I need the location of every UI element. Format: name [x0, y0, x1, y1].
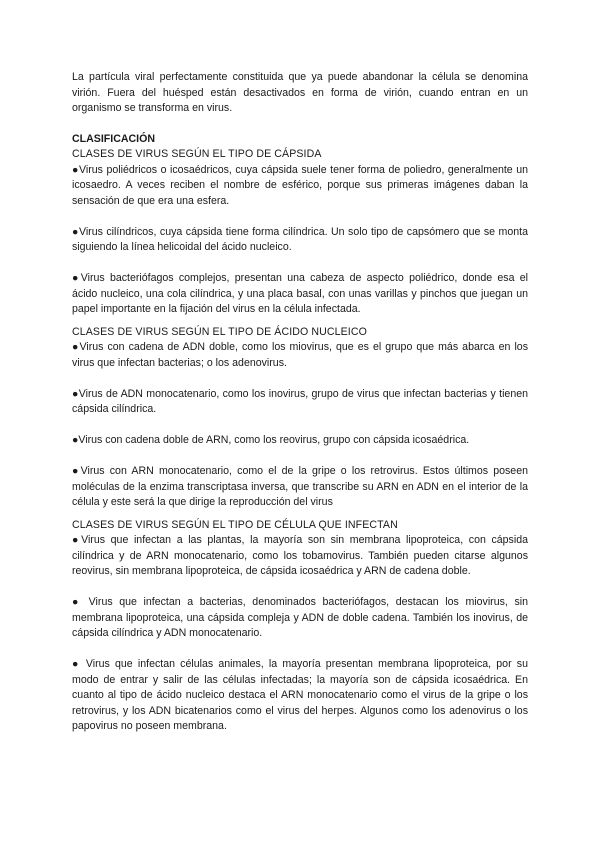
list-item: ●Virus cilíndricos, cuya cápsida tiene forma cilíndrica. Un solo tipo de capsómero que se monta siguiendo la línea helicoidal del ácido nucleico.: [72, 225, 528, 253]
list-item: ●Virus con ARN monocatenario, como el de la gripe o los retrovirus. Estos últimos poseen moléculas de la enzima transcriptasa inversa, que transcribe su ARN en ADN en el interior de la célula y este será la que dirige la reproducción del virus: [72, 465, 528, 508]
list-item: ●Virus bacteriófagos complejos, presentan una cabeza de aspecto poliédrico, donde esa el ácido nucleico, una cola cilíndrica, y una placa basal, con unas varillas y pinchos que juegan un papel importante en la fijación del virus en la célula infectada.: [72, 272, 528, 315]
list-item: ● Virus que infectan células animales, la mayoría presentan membrana lipoproteica, por su modo de entrar y salir de las células infectadas; la mayoría son de cápsida icosaédrica. En cuanto al tipo de ácido nucleico destaca el ARN monocatenario como el virus de la gripe o los retrovirus, y los ADN bicatenarios como el virus del herpes. Algunos como los adenovirus o los papovirus no poseen membrana.: [72, 658, 528, 732]
list-item: ●Virus con cadena doble de ARN, como los reovirus, grupo con cápsida icosaédrica.: [72, 434, 470, 446]
section-title-cell-type: CLASES DE VIRUS SEGÚN EL TIPO DE CÉLULA QUE INFECTAN: [72, 518, 398, 531]
list-item: ● Virus que infectan a bacterias, denominados bacteriófagos, destacan los miovirus, sin membrana lipoproteica, una cápsida compleja y ADN de doble cadena. También los inovirus, de cápsida cilíndrica y ADN monocatenario.: [72, 596, 528, 639]
list-item: ●Virus con cadena de ADN doble, como los miovirus, que es el grupo que más abarca en los virus que infectan bacterias; o los adenovirus.: [72, 341, 528, 369]
list-item: ●Virus poliédricos o icosaédricos, cuya cápsida suele tener forma de poliedro, generalmente un icosaedro. A veces reciben el nombre de esférico, porque sus primeras imágenes daban la sensación de que era una esfera.: [72, 163, 528, 207]
classification-heading: CLASIFICACIÓN: [72, 132, 155, 145]
section-title-capsid: CLASES DE VIRUS SEGÚN EL TIPO DE CÁPSIDA: [72, 148, 322, 160]
section-title-nucleic-acid: CLASES DE VIRUS SEGÚN EL TIPO DE ÁCIDO NUCLEICO: [72, 325, 367, 338]
document-page: [72, 70, 528, 735]
intro-paragraph: La partícula viral perfectamente constituida que ya puede abandonar la célula se denomina virión. Fuera del huésped están desactivados en forma de virión, cuando entran en un organismo se transforma en virus.: [72, 71, 528, 114]
list-item: ●Virus que infectan a las plantas, la mayoría son sin membrana lipoproteica, con cápsida cilíndrica y de ARN monocatenario, como los tobamovirus. También pueden citarse algunos reovirus, sin membrana lipoproteica, de cápsida icosaédrica y ARN de cadena doble.: [72, 534, 528, 577]
list-item: ●Virus de ADN monocatenario, como los inovirus, grupo de virus que infectan bacterias y tienen cápsida cilíndrica.: [72, 387, 528, 415]
